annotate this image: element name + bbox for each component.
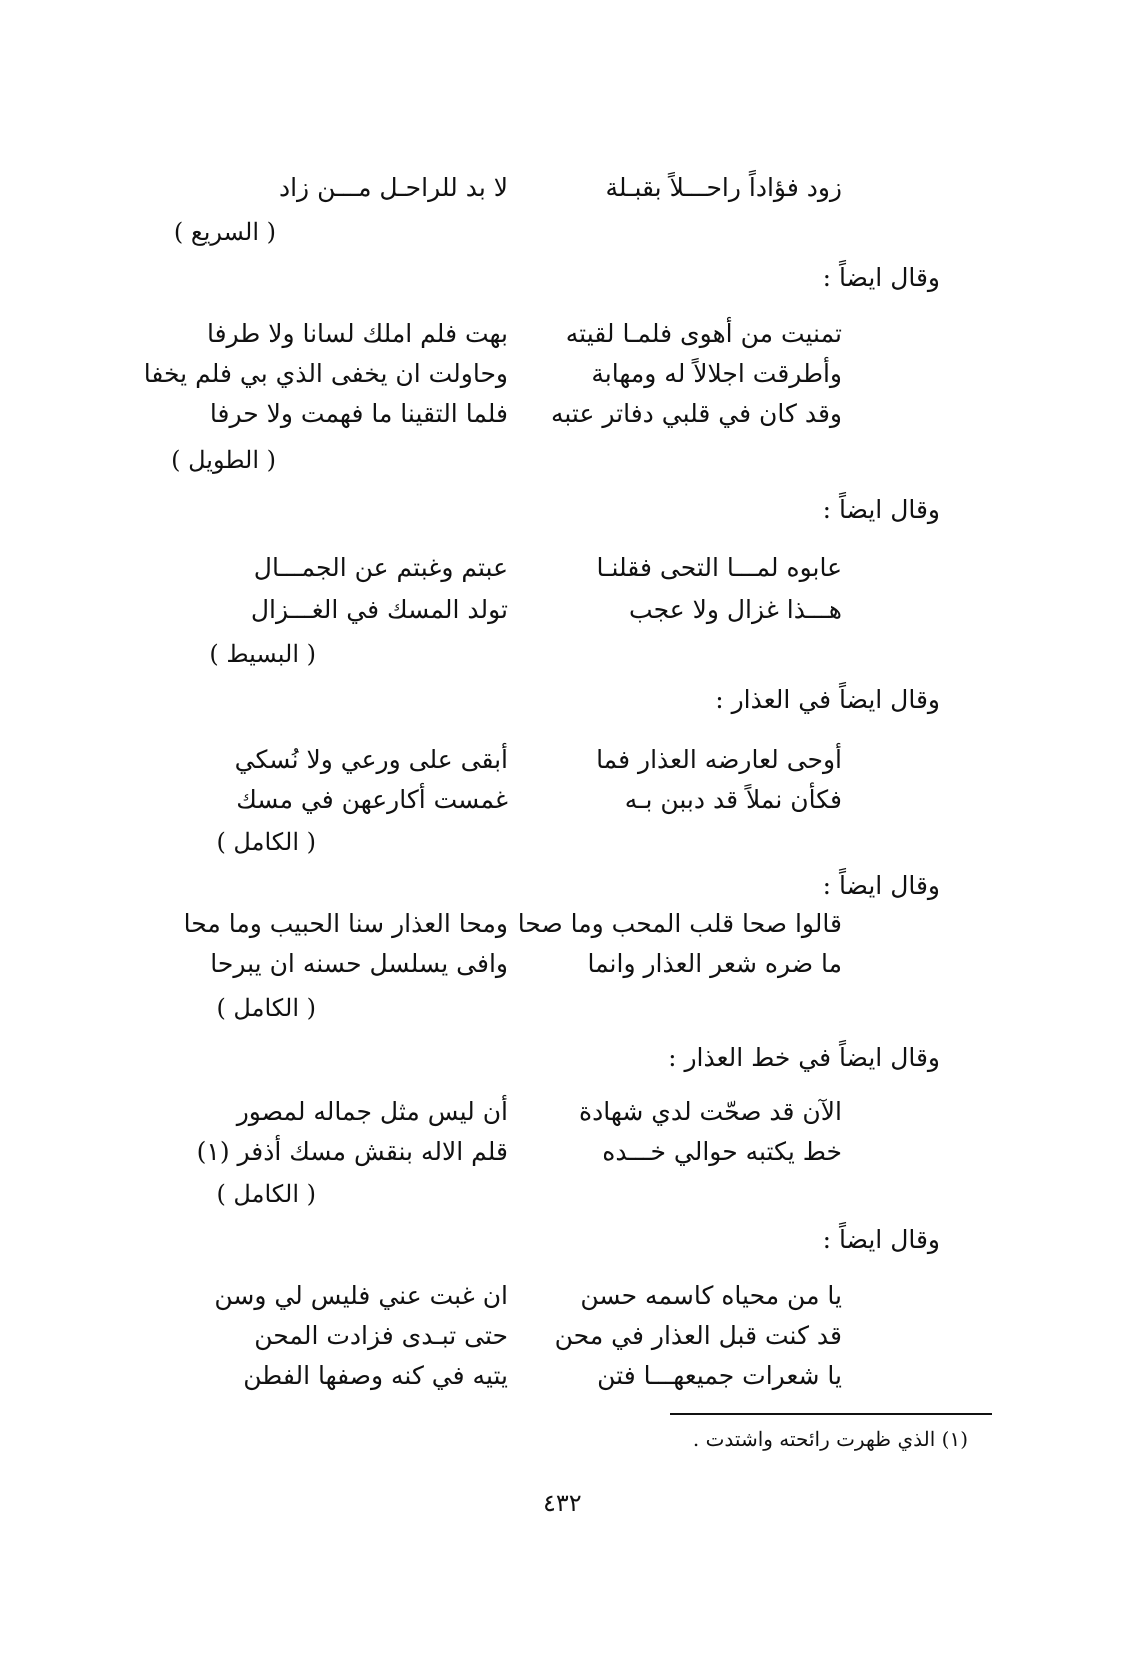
section-intro: وقال ايضاً : (822, 263, 940, 292)
meter-label: ( الطويل ) (171, 446, 276, 474)
meter-label: ( الكامل ) (216, 1180, 316, 1208)
verse-first-hemistich: وأطرقت اجلالاً له ومهابة (591, 359, 842, 388)
verse-second-hemistich: لا بد للراحـل مـــن زاد (278, 173, 508, 202)
verse-second-hemistich: وافى يسلسل حسنه ان يبرحا (210, 949, 508, 978)
section-intro: وقال ايضاً في خط العذار : (668, 1043, 940, 1072)
section-intro: وقال ايضاً : (822, 495, 940, 524)
verse-second-hemistich: أبقى على ورعي ولا نُسكي (234, 745, 508, 774)
verse-first-hemistich: ما ضره شعر العذار وانما (587, 949, 842, 978)
verse-second-hemistich: قلم الاله بنقش مسك أذفر (١) (196, 1137, 508, 1166)
meter-label: ( البسيط ) (209, 640, 316, 668)
verse-second-hemistich: ان غبت عني فليس لي وسن (214, 1281, 508, 1310)
verse-second-hemistich: فلما التقينا ما فهمت ولا حرفا (209, 399, 508, 428)
section-intro: وقال ايضاً : (822, 871, 940, 900)
verse-second-hemistich: يتيه في كنه وصفها الفطن (243, 1361, 508, 1390)
page-number: ٤٣٢ (543, 1489, 582, 1517)
verse-second-hemistich: أن ليس مثل جماله لمصور (236, 1097, 508, 1126)
verse-first-hemistich: تمنيت من أهوى فلمـا لقيته (565, 319, 842, 348)
verse-second-hemistich: عبتم وغبتم عن الجمـــال (253, 553, 508, 582)
verse-second-hemistich: غمست أكارعهن في مسك (236, 785, 508, 814)
verse-first-hemistich: أوحى لعارضه العذار فما (596, 745, 842, 774)
verse-second-hemistich: وحاولت ان يخفى الذي بي فلم يخفا (143, 359, 508, 388)
meter-label: ( الكامل ) (216, 994, 316, 1022)
verse-second-hemistich: حتى تبـدى فزادت المحن (254, 1321, 508, 1350)
verse-first-hemistich: وقد كان في قلبي دفاتر عتبه (550, 399, 842, 428)
verse-first-hemistich: يا شعرات جميعهـــا فتن (597, 1361, 842, 1390)
footnote-divider (670, 1413, 992, 1415)
section-intro: وقال ايضاً : (822, 1225, 940, 1254)
verse-first-hemistich: زود فؤاداً راحـــلاً بقبـلة (605, 173, 842, 202)
verse-first-hemistich: يا من محياه كاسمه حسن (580, 1281, 842, 1310)
meter-label: ( الكامل ) (216, 828, 316, 856)
verse-second-hemistich: بهت فلم املك لسانا ولا طرفا (206, 319, 508, 348)
meter-label: ( السريع ) (173, 218, 276, 246)
section-intro: وقال ايضاً في العذار : (715, 685, 940, 714)
verse-second-hemistich: ومحا العذار سنا الحبيب وما محا (183, 909, 508, 938)
verse-first-hemistich: قالوا صحا قلب المحب وما صحا (517, 909, 842, 938)
footnote: (١) الذي ظهرت رائحته واشتدت . (692, 1427, 968, 1451)
verse-first-hemistich: قد كنت قبل العذار في محن (554, 1321, 842, 1350)
verse-first-hemistich: خط يكتبه حوالي خـــده (602, 1137, 842, 1166)
verse-second-hemistich: تولد المسك في الغـــزال (250, 595, 508, 624)
verse-first-hemistich: عابوه لمـــا التحى فقلنـا (596, 553, 842, 582)
verse-first-hemistich: هـــذا غزال ولا عجب (629, 595, 842, 624)
verse-first-hemistich: الآن قد صحّت لدي شهادة (579, 1097, 842, 1126)
verse-first-hemistich: فكأن نملاً قد دببن بـه (624, 785, 842, 814)
